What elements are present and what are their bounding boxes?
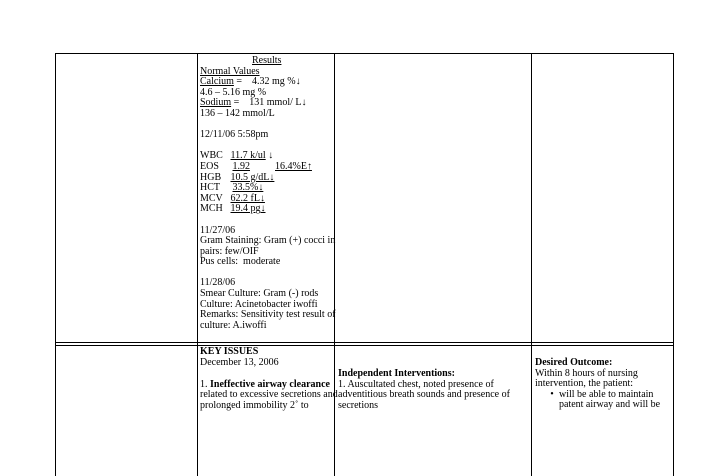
bullet-dot-icon: •: [550, 388, 554, 400]
sodium-range: 136 – 142 mmol/L: [200, 107, 275, 119]
interventions-title: Independent Interventions:: [338, 368, 455, 379]
outcome-bullet-line-2: patent airway and will be: [559, 399, 661, 411]
wbc-value: 11.7 k/ul: [230, 150, 266, 162]
wbc-label: WBC: [200, 150, 223, 162]
key-issues-title: KEY ISSUES: [200, 346, 259, 357]
results-cell: [200, 56, 336, 331]
key-issues-date: December 13, 2006: [200, 356, 279, 368]
mch-row: [200, 204, 336, 215]
calcium-value: = 4.32 mg %↓: [236, 76, 301, 88]
issue-diagnosis: Ineffective airway clearance: [210, 378, 330, 390]
intervention-line-1: 1. Auscultated chest, noted presence of: [338, 378, 494, 390]
hgb-label: HGB: [200, 171, 222, 183]
hgb-value: 10.5 g/dL↓: [230, 171, 275, 183]
gram-staining-line-1: Gram Staining: Gram (+) cocci in: [200, 235, 336, 247]
gram-staining-line-2: pairs: few/OIF: [200, 245, 259, 257]
outcome-bullet: [545, 390, 660, 411]
outcome-cell: [535, 358, 660, 411]
gram-date: 11/27/06: [200, 224, 236, 236]
outcome-title: Desired Outcome:: [535, 357, 613, 368]
table-top-border: [55, 53, 674, 54]
cbc-date: 12/11/06 5:58pm: [200, 129, 269, 141]
culture-organism: Culture: Acinetobacter iwoffi: [200, 298, 318, 310]
row-divider-top: [55, 342, 674, 343]
issue-number: 1.: [200, 378, 208, 390]
sodium-label: Sodium: [200, 97, 232, 109]
mch-value: 19.4 pg↓: [230, 203, 266, 215]
culture-date: 11/28/06: [200, 277, 236, 289]
hct-value: 33.5%↓: [232, 182, 264, 194]
wbc-arrow: ↓: [268, 150, 274, 162]
outcome-line-2: intervention, the patient:: [535, 378, 634, 390]
issue-1-line-2: related to excessive secretions and: [200, 389, 338, 401]
mch-label: MCH: [200, 203, 223, 215]
normal-values-label: Normal Values: [200, 65, 260, 77]
intervention-line-2: adventitious breath sounds and presence of: [338, 389, 510, 401]
hgb-row: [200, 173, 336, 184]
key-issues-cell: [200, 347, 338, 412]
row-divider-bottom: [55, 345, 674, 346]
column-border-5: [673, 53, 674, 476]
results-heading: Results: [252, 55, 282, 66]
eos-label: EOS: [200, 160, 219, 172]
hct-label: HCT: [200, 182, 220, 194]
mcv-value: 62.2 fL↓: [230, 192, 265, 204]
interventions-cell: [338, 369, 510, 411]
mcv-label: MCV: [200, 192, 223, 204]
column-border-1: [55, 53, 56, 476]
wbc-row: [200, 151, 336, 162]
calcium-label: Calcium: [200, 76, 234, 88]
eos-value: 1.92: [232, 160, 250, 172]
issue-1-line-3: prolonged immobility 2˚ to: [200, 399, 309, 411]
remarks-line-2: culture: A.iwoffi: [200, 319, 267, 331]
outcome-bullet-line-1: will be able to maintain: [559, 388, 654, 400]
sodium-value: = 131 mmol/ L↓: [233, 97, 307, 109]
outcome-line-1: Within 8 hours of nursing: [535, 367, 638, 379]
outcome-bullet-text: [559, 390, 660, 411]
calcium-range: 4.6 – 5.16 mg %: [200, 86, 267, 98]
smear-culture: Smear Culture: Gram (-) rods: [200, 288, 319, 300]
eos-percent: 16.4%E↑: [275, 160, 312, 172]
column-border-4: [531, 53, 532, 476]
intervention-line-3: secretions: [338, 399, 378, 411]
remarks-line-1: Remarks: Sensitivity test result of: [200, 309, 336, 321]
column-border-2: [197, 53, 198, 476]
pus-cells: Pus cells: moderate: [200, 256, 281, 268]
